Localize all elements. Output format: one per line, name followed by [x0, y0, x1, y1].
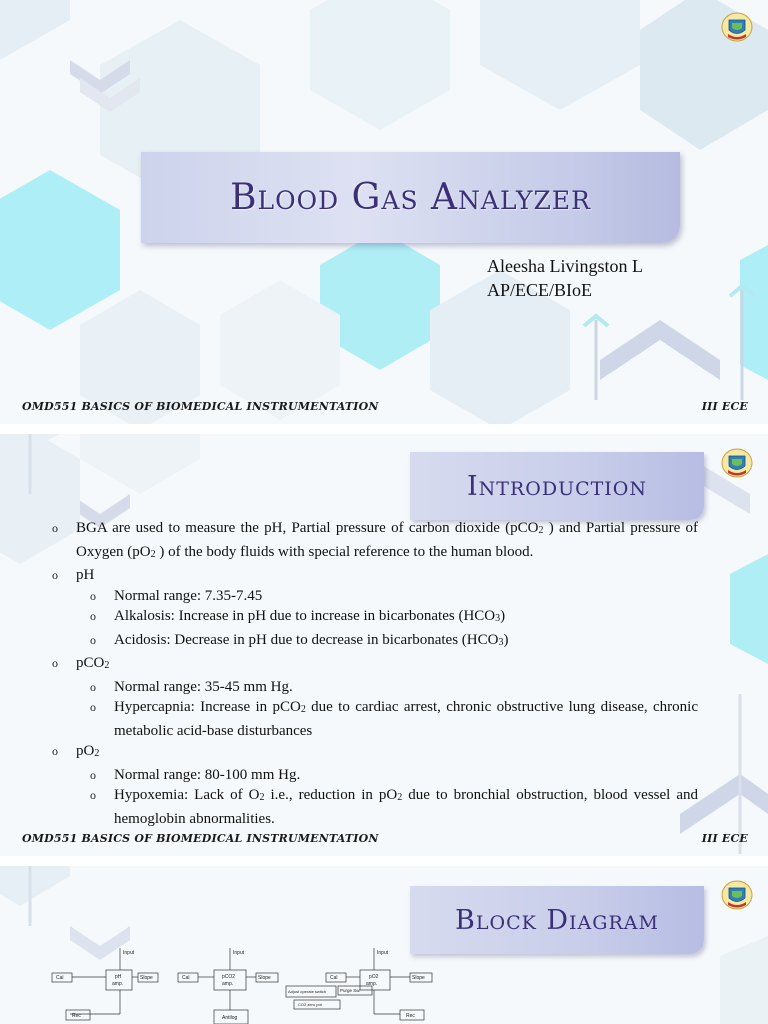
author-role: AP/ECE/BIoE [487, 280, 593, 300]
svg-text:pO2: pO2 [369, 974, 379, 980]
svg-text:Cal: Cal [56, 975, 64, 981]
class-name: III ECE [701, 400, 748, 413]
title-banner [141, 152, 680, 243]
list-item: o Normal range: 80-100 mm Hg. [52, 765, 698, 786]
bullet-icon: o [52, 656, 58, 670]
bullet-icon: o [90, 788, 96, 802]
college-logo-icon [720, 10, 754, 44]
author-block [487, 254, 643, 302]
slide-footer [0, 832, 768, 848]
slide-footer [0, 400, 768, 416]
svg-text:Rec: Rec [72, 1013, 81, 1019]
input-label-3: Input [377, 950, 389, 956]
ph-amp-box [106, 970, 132, 990]
bullet-icon: o [52, 744, 58, 758]
presentation-title: Blood Gas Analyzer [230, 177, 591, 218]
pco2-amp-box [214, 970, 246, 990]
bullet-icon: o [52, 521, 58, 535]
svg-text:Antilog: Antilog [222, 1015, 238, 1021]
list-item: o Acidosis: Decrease in pH due to decrease in bicarbonates (HCO3) [52, 630, 698, 654]
svg-text:amp.: amp. [366, 981, 378, 987]
svg-text:Cal: Cal [182, 975, 190, 981]
svg-text:pCO2: pCO2 [222, 974, 236, 980]
input-label-1: Input [123, 950, 135, 956]
bullet-icon: o [90, 700, 96, 714]
class-name: III ECE [701, 832, 748, 845]
input-label-2: Input [233, 950, 245, 956]
svg-text:Slope: Slope [258, 975, 271, 981]
list-item: o pH [52, 565, 698, 586]
block-diagram [0, 948, 470, 1024]
author-name: Aleesha Livingston L [487, 256, 643, 276]
list-item: o BGA are used to measure the pH, Partial pressure of carbon dioxide (pCO2 ) and Partial pressure of Oxygen (pO2 ) of the body fluids with special reference to the human blood. [52, 518, 698, 565]
svg-text:CO2 zero pot: CO2 zero pot [298, 1002, 322, 1007]
section-title: Introduction [466, 470, 647, 502]
course-name: OMD551 BASICS OF BIOMEDICAL INSTRUMENTATION [22, 832, 379, 845]
college-logo-icon [720, 446, 754, 480]
introduction-slide [0, 434, 768, 856]
bullet-icon: o [90, 767, 96, 782]
bullet-icon: o [90, 679, 96, 694]
svg-text:Purge Sw.: Purge Sw. [340, 988, 361, 993]
course-name: OMD551 BASICS OF BIOMEDICAL INSTRUMENTATION [22, 400, 379, 413]
list-item: o pCO2 [52, 653, 698, 677]
svg-text:amp.: amp. [222, 981, 234, 987]
section-title: Block Diagram [455, 904, 659, 936]
list-item: o Alkalosis: Increase in pH due to increase in bicarbonates (HCO3) [52, 606, 698, 630]
svg-text:Adjust operate switch: Adjust operate switch [288, 989, 327, 994]
block-diagram-slide [0, 866, 768, 1024]
svg-text:Slope: Slope [412, 975, 425, 981]
svg-text:pH: pH [115, 974, 122, 980]
section-title-banner [410, 452, 704, 520]
title-slide [0, 0, 768, 424]
svg-text:Cal: Cal [330, 975, 338, 981]
introduction-content [52, 518, 698, 829]
list-item: o pO2 [52, 741, 698, 765]
bullet-icon: o [90, 588, 96, 603]
bullet-icon: o [90, 632, 96, 647]
list-item: o Hypoxemia: Lack of O2 i.e., reduction in pO2 due to bronchial obstruction, blood vessel and hemoglobin abnormalities. [52, 785, 698, 829]
list-item: o Normal range: 35-45 mm Hg. [52, 677, 698, 698]
list-item: o Normal range: 7.35-7.45 [52, 586, 698, 607]
svg-text:Rec: Rec [406, 1013, 415, 1019]
list-item: o Hypercapnia: Increase in pCO2 due to cardiac arrest, chronic obstructive lung disease, chronic metabolic acid-base disturbances [52, 697, 698, 741]
svg-text:amp.: amp. [112, 981, 124, 987]
po2-amp-box [360, 970, 390, 990]
section-title-banner [410, 886, 704, 954]
bullet-icon: o [90, 609, 96, 623]
college-logo-icon [720, 878, 754, 912]
svg-text:Slope: Slope [140, 975, 153, 981]
bullet-icon: o [52, 568, 58, 582]
